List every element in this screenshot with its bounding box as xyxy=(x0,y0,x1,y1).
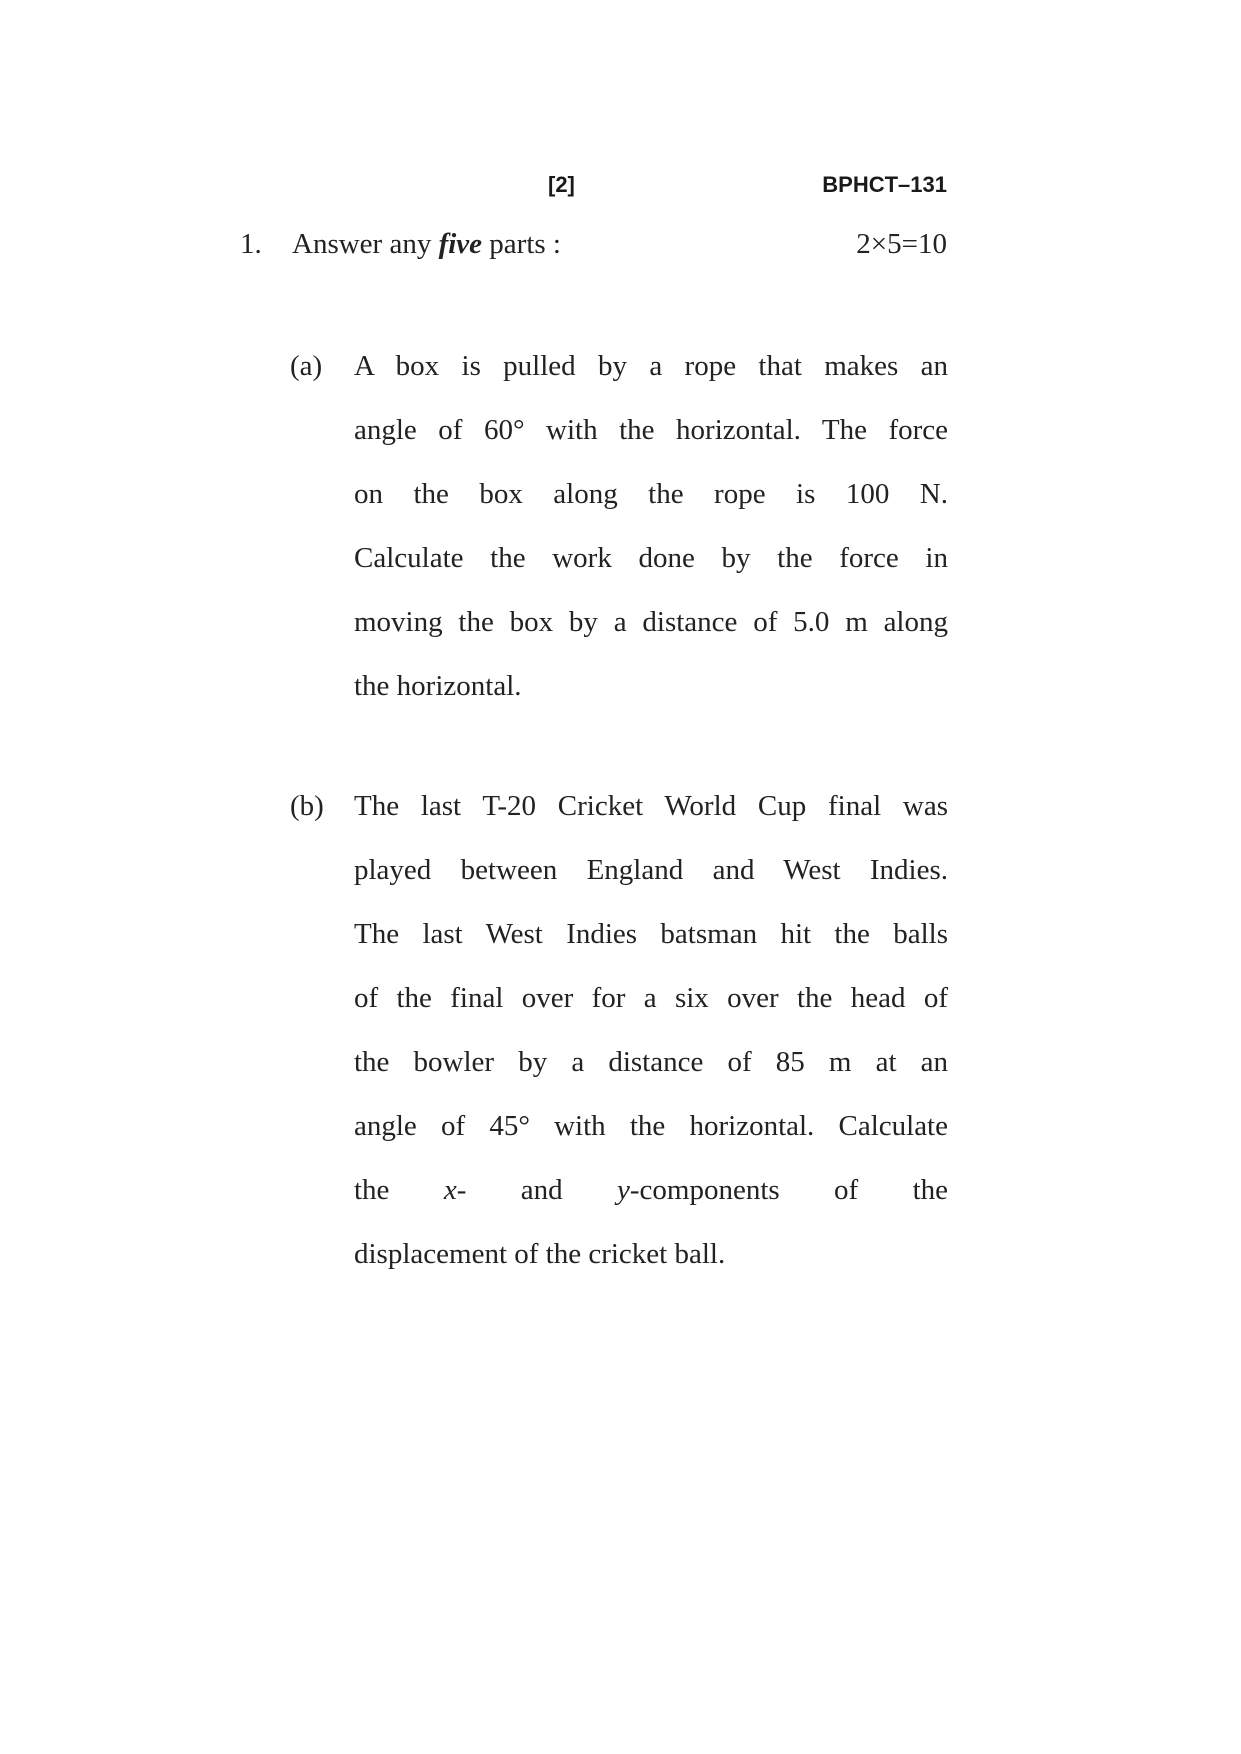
text-line: played between England and West Indies. xyxy=(354,854,948,886)
part-label: (b) xyxy=(290,790,324,822)
text-line xyxy=(354,1172,948,1236)
text-line: moving the box by a distance of 5.0 m along xyxy=(354,606,948,638)
x-variable: x xyxy=(443,1174,457,1206)
text-line: the bowler by a distance of 85 m at an xyxy=(354,1046,948,1078)
page-number: [2] xyxy=(548,172,575,197)
instruction-post: parts : xyxy=(482,228,561,260)
text-line: A box is pulled by a rope that makes an xyxy=(354,350,948,382)
question-instruction xyxy=(292,226,561,262)
word: -components xyxy=(629,1174,780,1206)
text-line: the horizontal. xyxy=(354,670,522,702)
course-code: BPHCT–131 xyxy=(822,172,947,197)
hyphen: - xyxy=(456,1174,467,1206)
x-component-term xyxy=(444,1174,467,1206)
text-line: angle of 45° with the horizontal. Calculate xyxy=(354,1110,948,1142)
instruction-emphasis: five xyxy=(438,228,483,260)
word: the xyxy=(354,1174,390,1206)
text-line: Calculate the work done by the force in xyxy=(354,542,948,574)
word: the xyxy=(912,1174,949,1206)
part-a-text xyxy=(354,348,948,732)
word: of xyxy=(834,1174,859,1206)
part-b-text xyxy=(354,788,948,1300)
question-marks: 2×5=10 xyxy=(856,228,947,260)
text-line: The last T-20 Cricket World Cup final was xyxy=(354,790,948,822)
text-line: displacement of the cricket ball. xyxy=(354,1238,726,1270)
y-variable: y xyxy=(616,1174,630,1206)
text-line: on the box along the rope is 100 N. xyxy=(354,478,948,510)
text-line: The last West Indies batsman hit the balls xyxy=(354,918,948,950)
part-label: (a) xyxy=(290,350,323,382)
y-component-term xyxy=(617,1174,780,1206)
text-line: of the final over for a six over the head of xyxy=(354,982,948,1014)
instruction-pre: Answer any xyxy=(292,228,439,260)
text-line: angle of 60° with the horizontal. The force xyxy=(354,414,948,446)
word: and xyxy=(520,1174,563,1206)
question-number: 1. xyxy=(240,228,262,260)
